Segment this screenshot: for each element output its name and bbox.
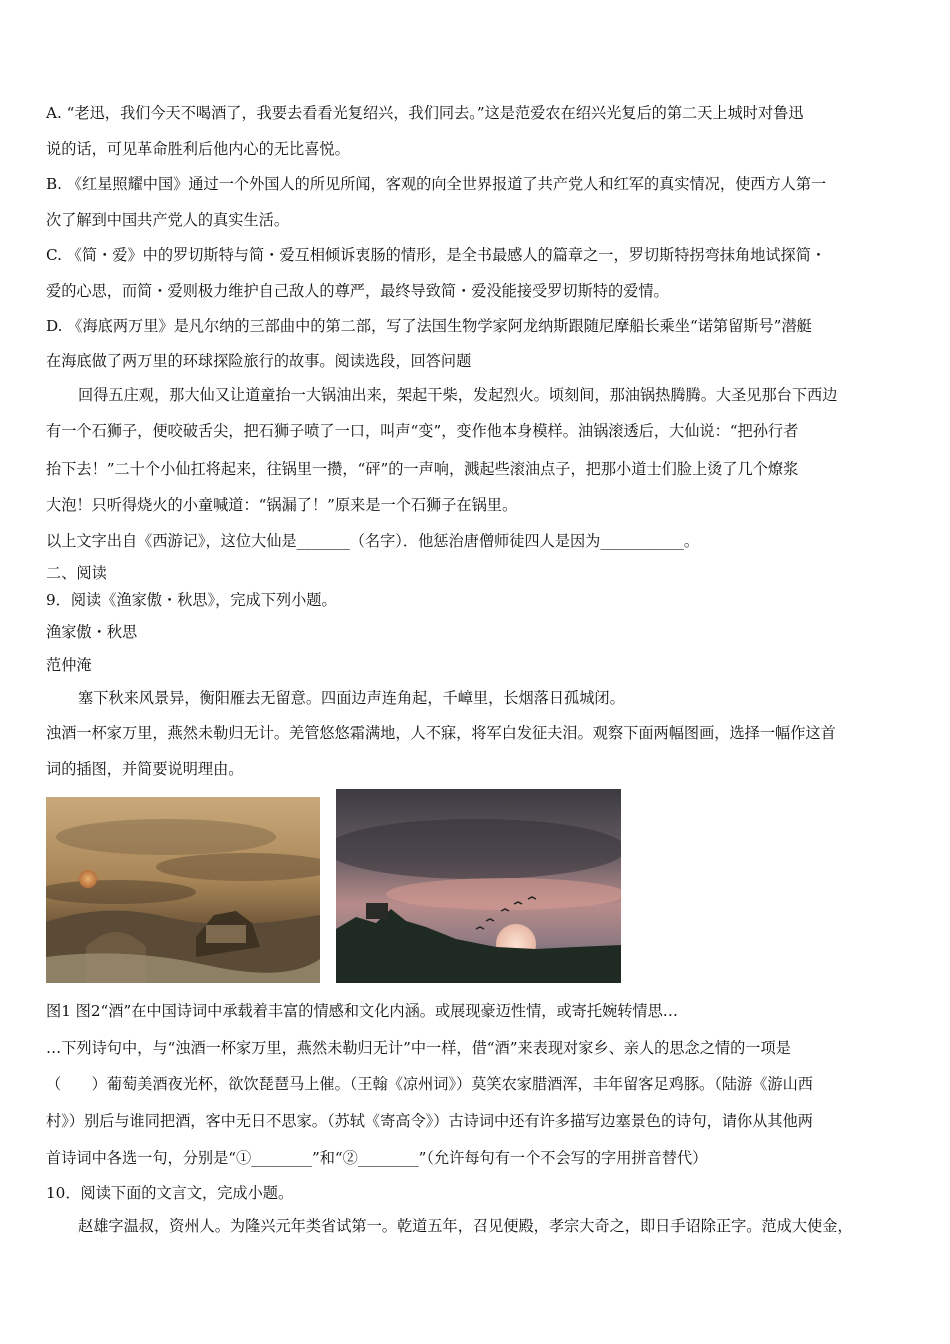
figure-1-painting [46, 797, 320, 983]
q9-3-line: 首诗词中各选一句，分别是“①________”和“②________”（允许每句有一个不会写的字用拼音替代） [46, 1149, 708, 1167]
option-b-line-1: B. 《红星照耀中国》通过一个外国人的所见所闻，客观的向全世界报道了共产党人和红军的真实情况，使西方人第一 [46, 175, 827, 193]
q9-2-line-4: 村》）别后与谁同把酒，客中无日不思家。（苏轼《寄高令》）古诗词中还有许多描写边塞景色的诗句，请你从其他两 [46, 1112, 813, 1130]
option-c-line-2: 爱的心思，而简・爱则极力维护自己敌人的尊严，最终导致简・爱没能接受罗切斯特的爱情。 [46, 282, 669, 300]
poem-title: 渔家傲・秋思 [46, 623, 138, 641]
poem-author: 范仲淹 [46, 656, 92, 674]
question-10-stem: 10．阅读下面的文言文，完成小题。 [46, 1184, 294, 1202]
q9-2-line-3: （ ）葡萄美酒夜光杯，欲饮琵琶马上催。（王翰《凉州词》）莫笑农家腊酒浑，丰年留客足鸡豚。（陆游《游山西 [46, 1075, 813, 1093]
option-c-line-1: C. 《简・爱》中的罗切斯特与简・爱互相倾诉衷肠的情形，是全书最感人的篇章之一，罗切斯特拐弯抹角地试探简・ [46, 246, 827, 264]
poem-line-2: 浊酒一杯家万里，燕然未勒归无计。羌管悠悠霜满地，人不寐，将军白发征夫泪。观察下面两幅图画，选择一幅作这首 [46, 724, 836, 742]
figure-2-image [336, 789, 621, 983]
figure-2-photo [336, 789, 621, 983]
figure-1-image [46, 797, 320, 983]
classical-text-line-1: 赵雄字温叔，资州人。为隆兴元年类省试第一。乾道五年，召见便殿，孝宗大奇之，即日手诏除正字。范成大使金， [78, 1217, 853, 1235]
option-b-line-2: 次了解到中国共产党人的真实生活。 [46, 211, 289, 229]
section-heading-reading: 二、阅读 [46, 564, 107, 582]
question-8-fill: 以上文字出自《西游记》，这位大仙是_______（名字）．他惩治唐僧师徒四人是因为___________。 [46, 532, 700, 550]
option-a-line-2: 说的话，可见革命胜利后他内心的无比喜悦。 [46, 140, 350, 158]
question-9-stem: 9．阅读《渔家傲・秋思》，完成下列小题。 [46, 591, 337, 609]
option-d-line-2: 在海底做了两万里的环球探险旅行的故事。阅读选段，回答问题 [46, 352, 472, 370]
excerpt-line-3: 抬下去！”二十个小仙扛将起来，往锅里一攒，“砰”的一声响，溅起些滚油点子，把那小道士们脸上烫了几个燎浆 [46, 460, 799, 478]
poem-line-3: 词的插图，并简要说明理由。 [46, 760, 244, 778]
q9-2-line-2: …下列诗句中，与“浊酒一杯家万里，燕然未勒归无计”中一样，借“酒”来表现对家乡、亲人的思念之情的一项是 [46, 1039, 791, 1057]
excerpt-line-4: 大泡！只听得烧火的小童喊道：“锅漏了！”原来是一个石狮子在锅里。 [46, 496, 518, 514]
figure-captions-and-q9-2: 图1 图2“酒”在中国诗词中承载着丰富的情感和文化内涵。或展现豪迈性情，或寄托婉转情思… [46, 1002, 678, 1020]
excerpt-line-1: 回得五庄观，那大仙又让道童抬一大锅油出来，架起干柴，发起烈火。顷刻间，那油锅热腾腾。大圣见那台下西边 [78, 386, 838, 404]
excerpt-line-2: 有一个石狮子，便咬破舌尖，把石狮子喷了一口，叫声“变”，变作他本身模样。油锅滚透后，大仙说：“把孙行者 [46, 422, 799, 440]
option-d-line-1: D. 《海底两万里》是凡尔纳的三部曲中的第二部，写了法国生物学家阿龙纳斯跟随尼摩船长乘坐“诺第留斯号”潜艇 [46, 317, 812, 335]
option-a-line-1: A. “老迅，我们今天不喝酒了，我要去看看光复绍兴，我们同去。”这是范爱农在绍兴光复后的第二天上城时对鲁迅 [46, 104, 804, 122]
poem-line-1: 塞下秋来风景异，衡阳雁去无留意。四面边声连角起，千嶂里，长烟落日孤城闭。 [78, 689, 625, 707]
